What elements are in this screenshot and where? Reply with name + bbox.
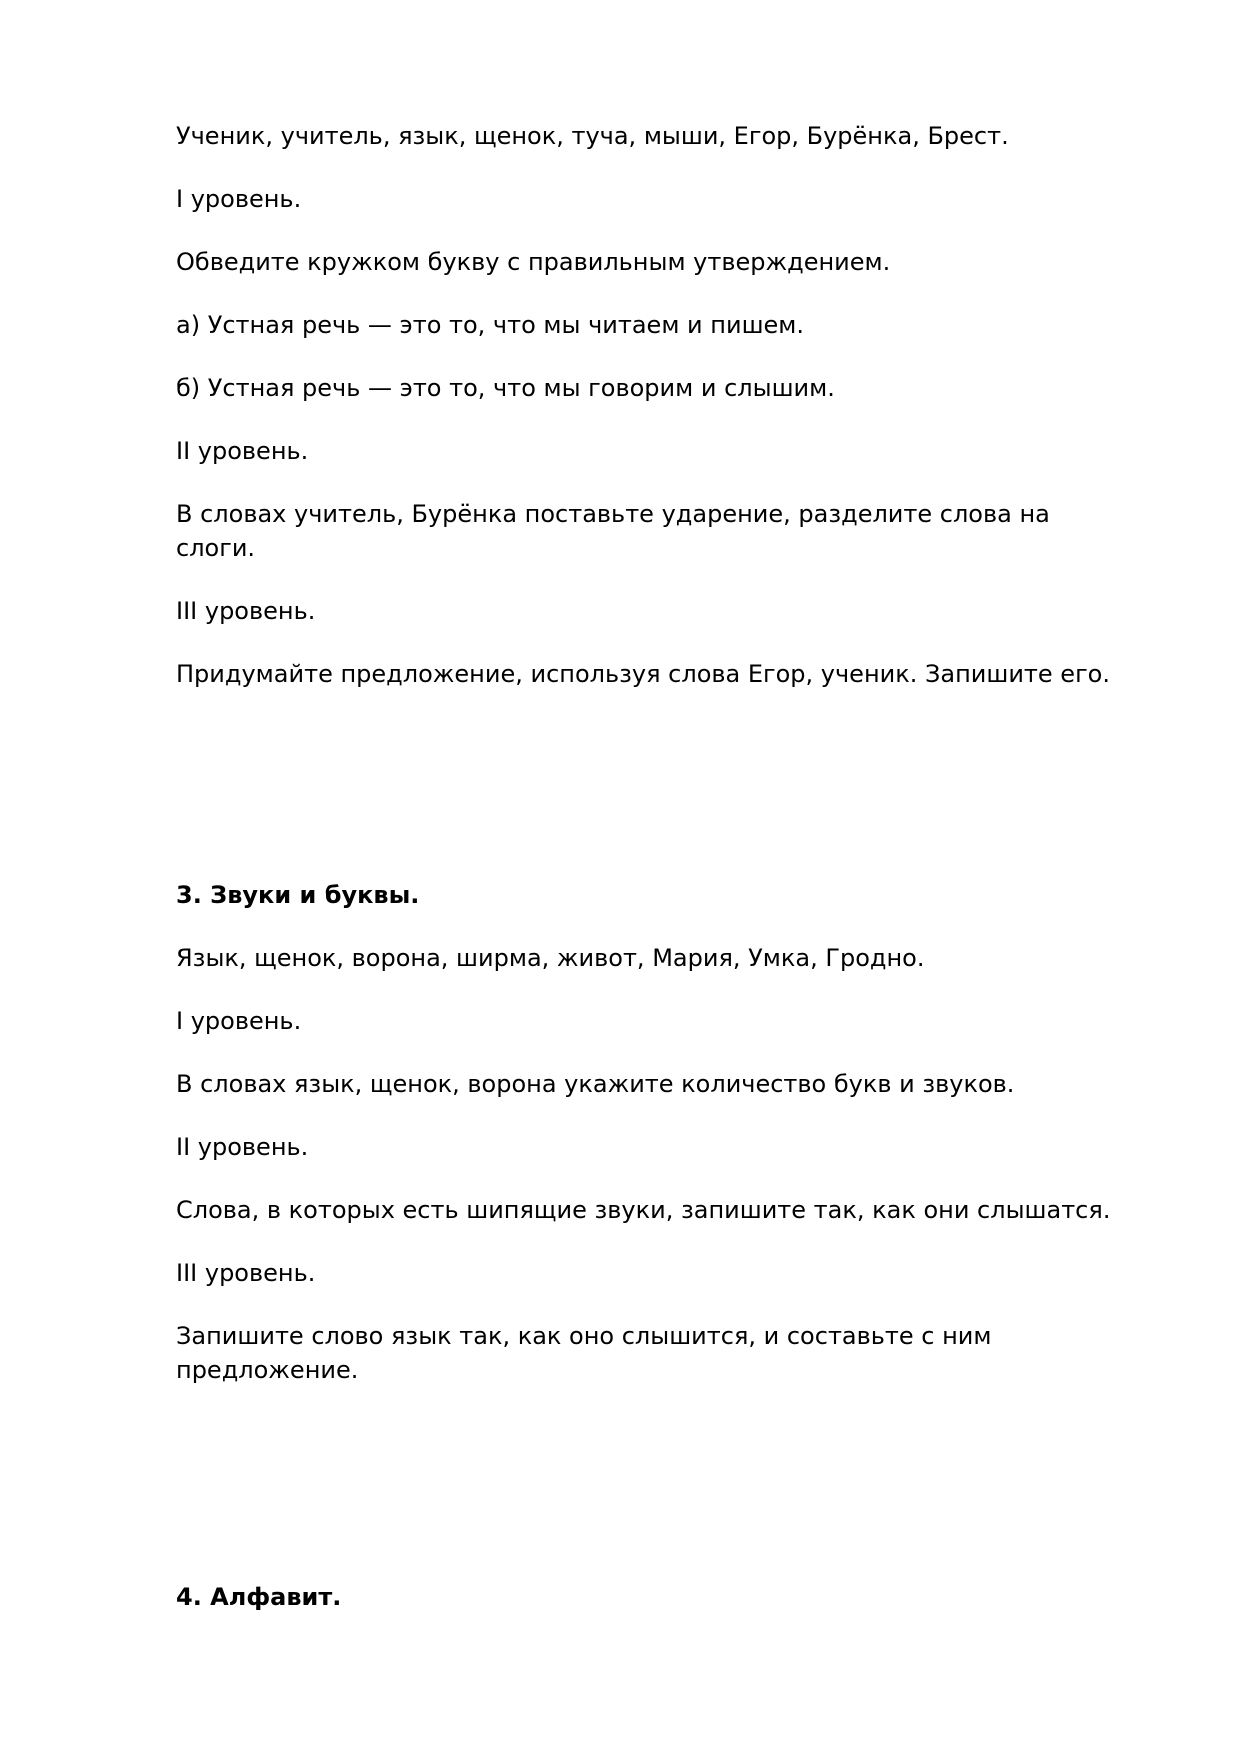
level-2-task: В словах учитель, Бурёнка поставьте ударение, разделите слова на слоги. (176, 500, 1050, 562)
section-3-heading: 3. Звуки и буквы. (176, 881, 420, 909)
word-list: Ученик, учитель, язык, щенок, туча, мыши, Егор, Бурёнка, Брест. (176, 122, 1009, 150)
section-4-heading: 4. Алфавит. (176, 1583, 342, 1611)
level-2-label: II уровень. (176, 1133, 309, 1161)
level-2-label: II уровень. (176, 437, 309, 465)
level-1-label: I уровень. (176, 185, 302, 213)
level-1-task: В словах язык, щенок, ворона укажите количество букв и звуков. (176, 1070, 1015, 1098)
level-3-label: III уровень. (176, 1259, 316, 1287)
level-3-label: III уровень. (176, 597, 316, 625)
word-list: Язык, щенок, ворона, ширма, живот, Мария, Умка, Гродно. (176, 944, 925, 972)
option-a: а) Устная речь — это то, что мы читаем и пишем. (176, 311, 805, 339)
option-b: б) Устная речь — это то, что мы говорим и слышим. (176, 374, 835, 402)
level-3-task: Придумайте предложение, используя слова Егор, ученик. Запишите его. (176, 660, 1110, 688)
level-2-task: Слова, в которых есть шипящие звуки, запишите так, как они слышатся. (176, 1196, 1111, 1224)
level-1-task: Обведите кружком букву с правильным утверждением. (176, 248, 891, 276)
level-3-task: Запишите слово язык так, как оно слышится, и составьте с ним предложение. (176, 1322, 992, 1384)
level-1-label: I уровень. (176, 1007, 302, 1035)
